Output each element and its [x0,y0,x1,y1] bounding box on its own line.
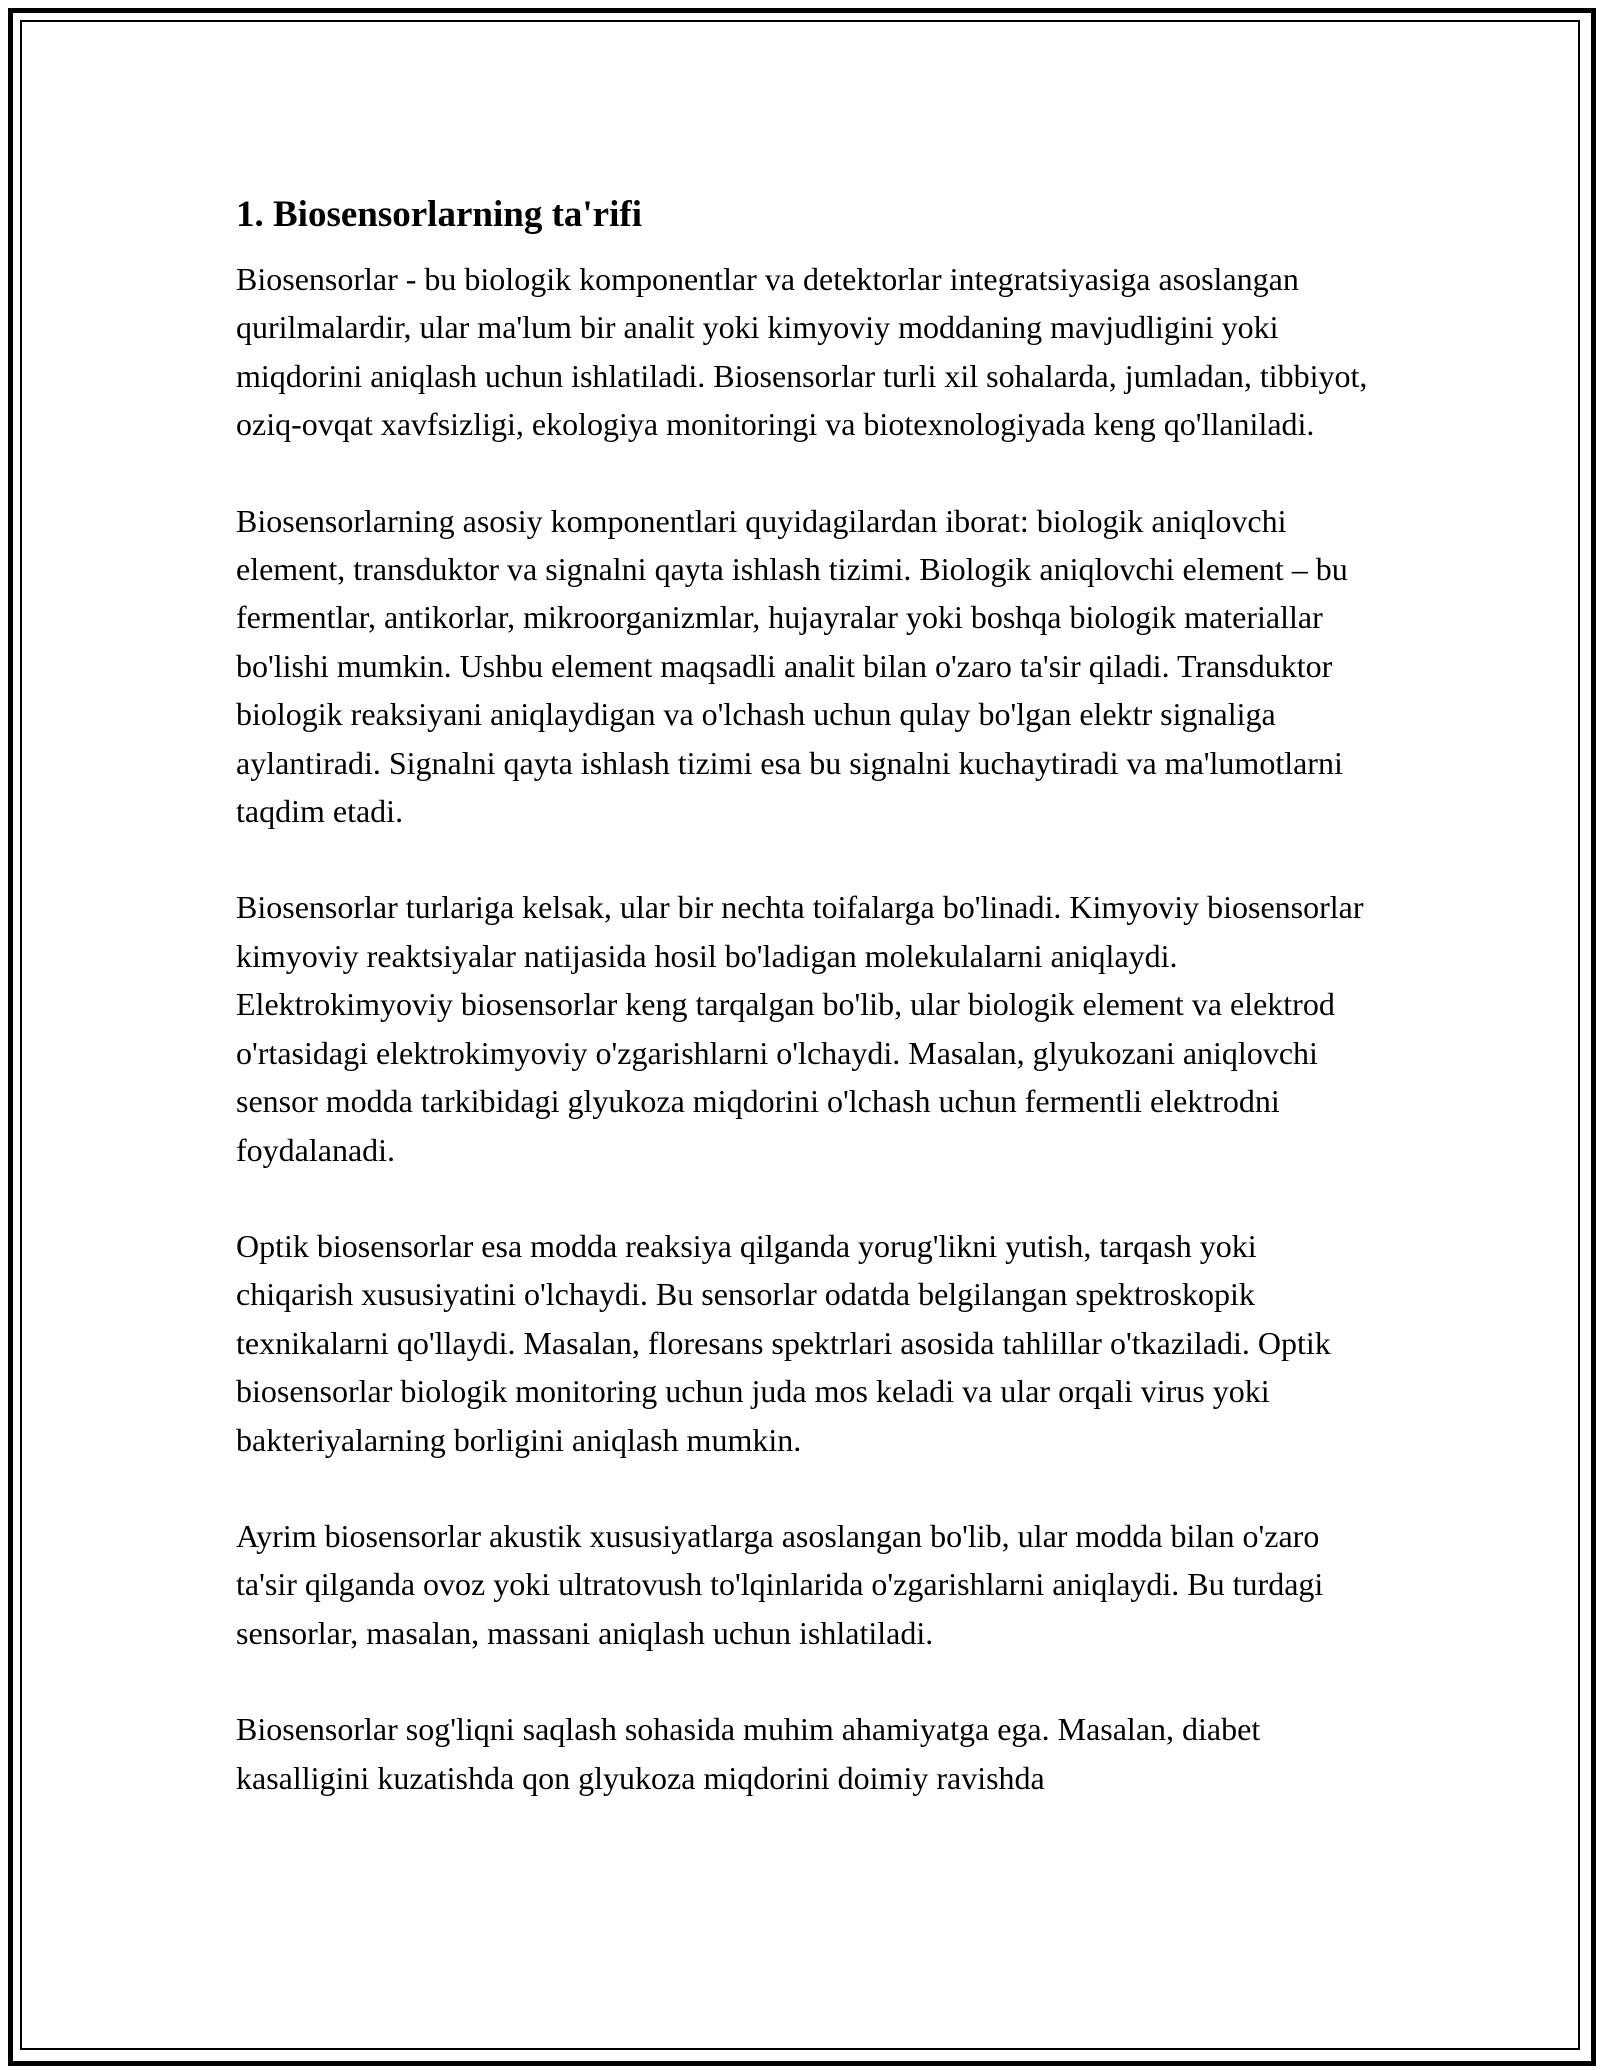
paragraph-components: Biosensorlarning asosiy komponentlari quyidagilardan iborat: biologik aniqlovchi element, transduktor va signalni qayta ishlash tizimi. Biologik aniqlovchi element – bu fermentlar, antikorlar, mikroorganizmlar, hujayralar yoki boshqa biologik materiallar bo'lishi mumkin. Ushbu element maqsadli analit bilan o'zaro ta'sir qiladi. Transduktor biologik reaksiyani aniqlaydigan va o'lchash uchun qulay bo'lgan elektr signaliga aylantiradi. Signalni qayta ishlash tizimi esa bu signalni kuchaytiradi va ma'lumotlarni taqdim etadi. [236,502,1348,830]
paragraph-healthcare: Biosensorlar sog'liqni saqlash sohasida muhim ahamiyatga ega. Masalan, diabet kasalligini kuzatishda qon glyukoza miqdorini doimiy ravishda [236,1711,1261,1796]
paragraph-types: Biosensorlar turlariga kelsak, ular bir nechta toifalarga bo'linadi. Kimyoviy biosensorlar kimyoviy reaktsiyalar natijasida hosil bo'ladigan molekulalarni aniqlaydi. Elektrokimyoviy biosensorlar keng tarqalgan bo'lib, ular biologik element va elektrod o'rtasidagi elektrokimyoviy o'zgarishlarni o'lchaydi. Masalan, glyukozani aniqlovchi sensor modda tarkibidagi glyukoza miqdorini o'lchash uchun fermentli elektrodni foydalanadi. [236,889,1364,1168]
paragraph-definition: Biosensorlar - bu biologik komponentlar va detektorlar integratsiyasiga asoslangan qurilmalardir, ular ma'lum bir analit yoki kimyoviy moddaning mavjudligini yoki miqdorini aniqlash uchun ishlatiladi. Biosensorlar turli xil sohalarda, jumladan, tibbiyot, oziq-ovqat xavfsizligi, ekologiya monitoringi va biotexnologiyada keng qo'llaniladi. [236,261,1368,443]
section-heading: 1. Biosensorlarning ta'rifi [236,194,642,235]
paragraph-acoustic: Ayrim biosensorlar akustik xususiyatlarga asoslangan bo'lib, ular modda bilan o'zaro ta'sir qilganda ovoz yoki ultratovush to'lqinlarida o'zgarishlarni aniqlaydi. Bu turdagi sensorlar, masalan, massani aniqlash uchun ishlatiladi. [236,1517,1324,1651]
paragraph-optical: Optik biosensorlar esa modda reaksiya qilganda yorug'likni yutish, tarqash yoki chiqarish xususiyatini o'lchaydi. Bu sensorlar odatda belgilangan spektroskopik texnikalarni qo'llaydi. Masalan, floresans spektrlari asosida tahlillar o'tkaziladi. Optik biosensorlar biologik monitoring uchun juda mos keladi va ular orqali virus yoki bakteriyalarning borligini aniqlash mumkin. [236,1227,1331,1458]
document-body [236,183,1376,1850]
